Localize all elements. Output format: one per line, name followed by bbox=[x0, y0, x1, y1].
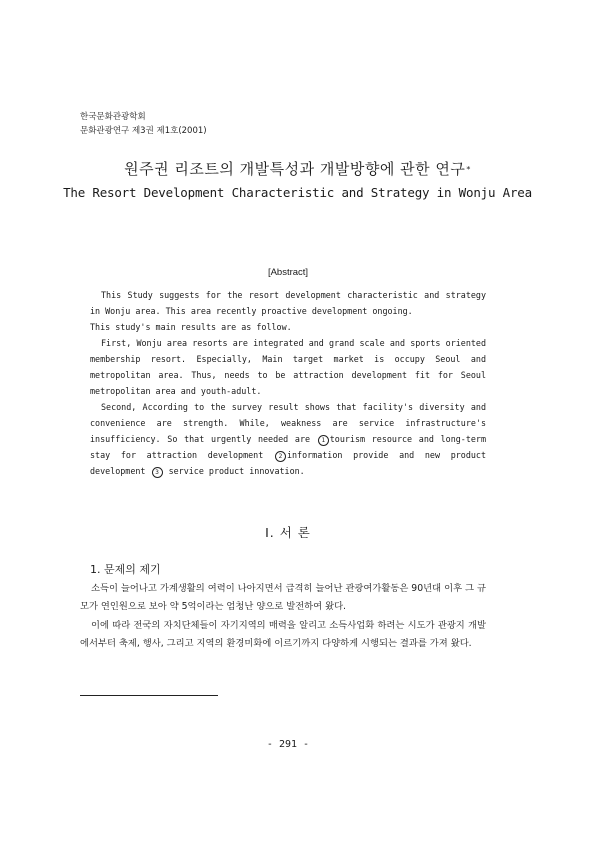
abstract-p4-part-a: Second, According to the survey result shows that facility's diversity and convenience are strength. While, weakness are service infrastructure's insufficiency. So that urgently needed are bbox=[90, 402, 486, 445]
body-paragraph-2: 이에 따라 전국의 자치단체들이 자기지역의 매력을 알리고 소득사업화 하려는 시도가 관광지 개발에서부터 축제, 행사, 그리고 지역의 환경미화에 이르기까지 다양하게 시행되는 결과를 가져 왔다. bbox=[80, 620, 486, 649]
abstract-paragraph-2: This study's main results are as follow. bbox=[90, 322, 292, 332]
circled-number-2-icon: 2 bbox=[275, 451, 286, 462]
body-paragraph-1: 소득이 늘어나고 가계생활의 여력이 나아지면서 급격히 늘어난 관광여가활동은 90년대 이후 그 규모가 연인원으로 보아 약 5억이라는 엄청난 양으로 발전하여 왔다. bbox=[80, 583, 486, 612]
journal-citation: 문화관광연구 제3권 제1호(2001) bbox=[80, 126, 207, 136]
abstract-paragraph-4 bbox=[90, 399, 486, 479]
paper-title-english: The Resort Development Characteristic and Strategy in Wonju Area bbox=[63, 185, 532, 200]
title-korean-text: 원주권 리조트의 개발특성과 개발방향에 관한 연구 bbox=[124, 160, 466, 178]
subsection-heading: 1. 문제의 제기 bbox=[90, 563, 161, 576]
page-number: - 291 - bbox=[266, 739, 310, 750]
abstract-p4-part-c: information provide and new product development bbox=[90, 450, 486, 477]
footnote-marker: * bbox=[466, 165, 471, 174]
abstract-paragraph-1: This Study suggests for the resort development characteristic and strategy in Wonju area. This area recently proactive development ongoing. bbox=[90, 290, 486, 317]
circled-number-1-icon: 1 bbox=[318, 435, 329, 446]
paper-title-korean bbox=[0, 158, 595, 179]
footnote-divider bbox=[80, 695, 218, 696]
abstract-p4-part-b: tourism resource and long-term stay for attraction development bbox=[90, 434, 486, 461]
section-heading: Ⅰ. 서 론 bbox=[265, 525, 311, 540]
society-name: 한국문화관광학회 bbox=[80, 112, 146, 122]
abstract-heading: [Abstract] bbox=[267, 267, 309, 278]
abstract-paragraph-3: First, Wonju area resorts are integrated and grand scale and sports oriented membership resort. Especially, Main target market is occupy Seoul and metropolitan area. Thus, needs to be attraction development fit for Seoul metropolitan area and youth-adult. bbox=[90, 338, 486, 397]
abstract-p4-part-d: service product innovation. bbox=[168, 466, 305, 477]
circled-number-3-icon: 3 bbox=[152, 467, 163, 478]
